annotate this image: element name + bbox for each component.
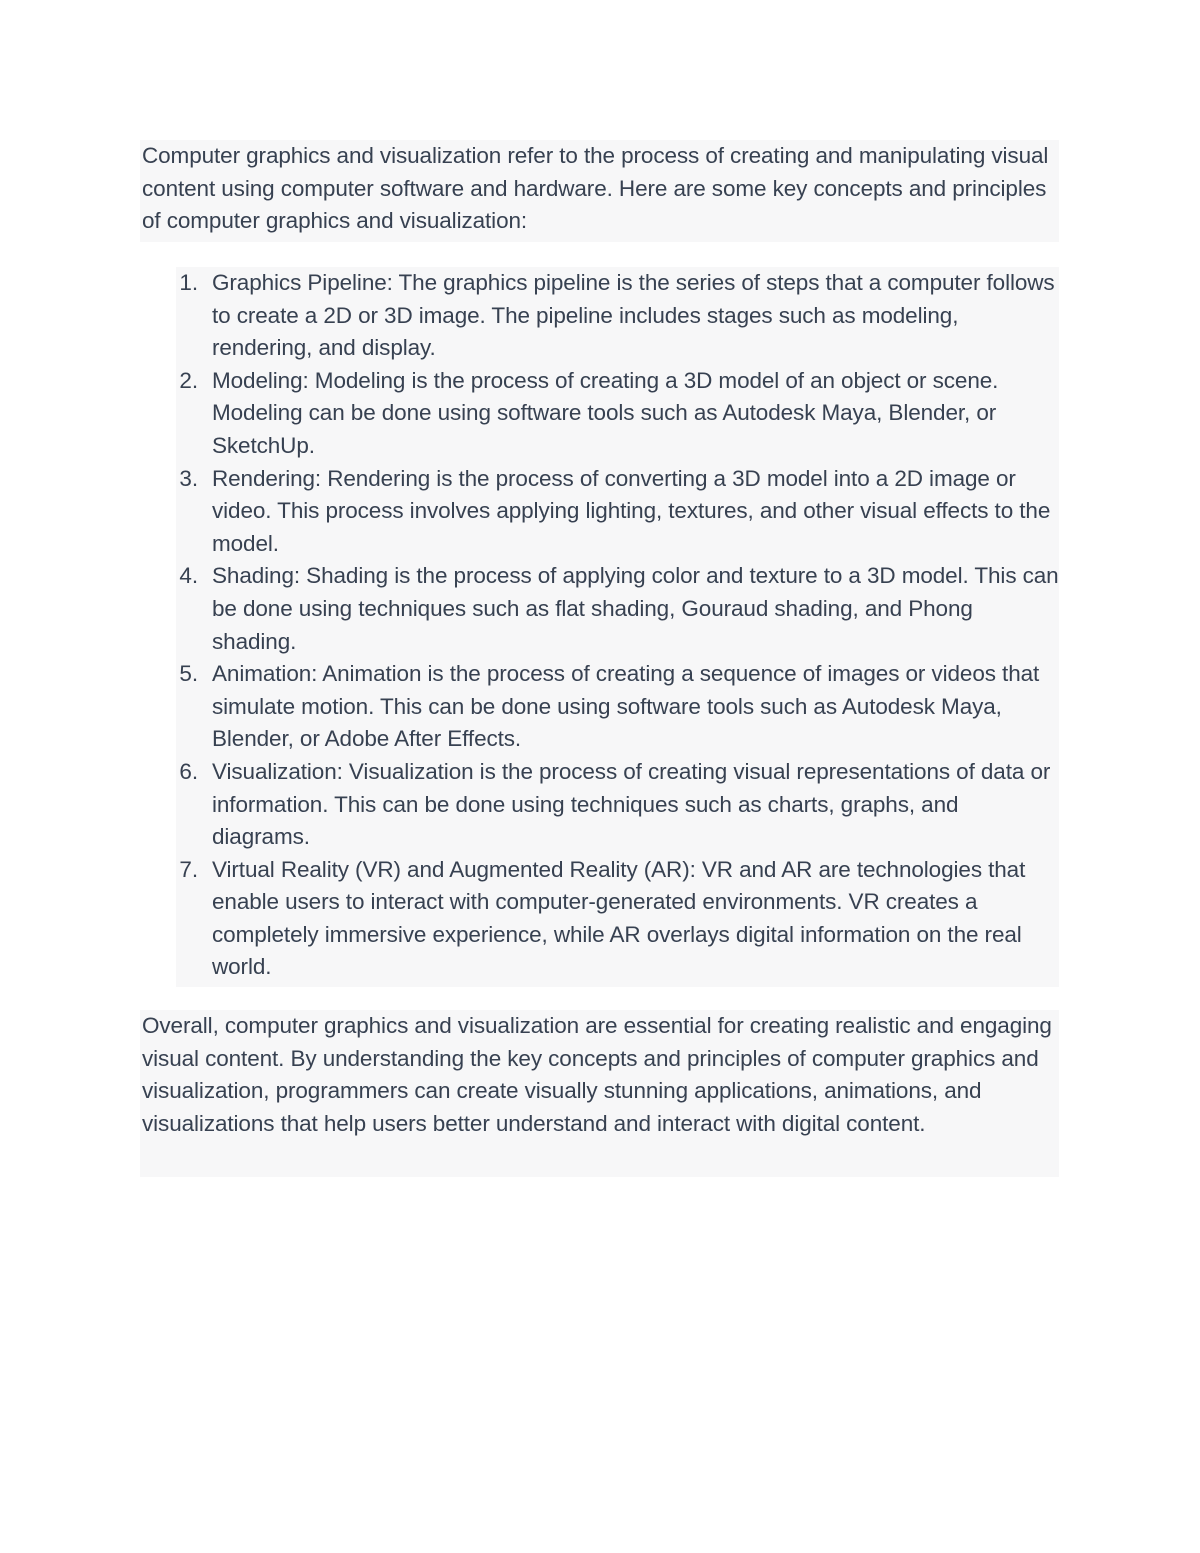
list-item-text: Graphics Pipeline: The graphics pipeline is the series of steps that a computer follows to create a 2D or 3D image. The pipeline includes stages such as modeling, rendering, and display. (212, 270, 1055, 361)
list-item-number: 7. (179, 856, 198, 882)
outro-paragraph: Overall, computer graphics and visualization are essential for creating realistic and engaging visual content. By understanding the key concepts and principles of computer graphics and visualization, programmers can create visually stunning applications, animations, and visualizations that help users better understand and interact with digital content. (142, 1013, 1052, 1136)
list-item-number: 3. (179, 465, 198, 491)
list-item-text: Animation: Animation is the process of creating a sequence of images or videos that simulate motion. This can be done using software tools such as Autodesk Maya, Blender, or Adobe After Effects. (212, 661, 1040, 752)
outro-block (140, 1010, 1059, 1177)
list-item-number: 4. (179, 563, 198, 589)
list-item (176, 756, 1059, 854)
list-item (176, 463, 1059, 561)
list-item-number: 2. (179, 367, 198, 393)
list-item-text: Virtual Reality (VR) and Augmented Reality (AR): VR and AR are technologies that enable users to interact with computer-generated environments. VR creates a completely immersive experience, while AR overlays digital information on the real world. (212, 856, 1026, 980)
list-item (176, 267, 1059, 365)
intro-paragraph: Computer graphics and visualization refer to the process of creating and manipulating visual content using computer software and hardware. Here are some key concepts and principles of computer graphics and visualization: (142, 143, 1049, 234)
list-item-number: 6. (179, 758, 198, 784)
list-item (176, 854, 1059, 984)
concepts-list-block (176, 267, 1059, 987)
list-item (176, 560, 1059, 658)
intro-block (140, 140, 1059, 242)
list-item (176, 658, 1059, 756)
list-item-text: Rendering: Rendering is the process of converting a 3D model into a 2D image or video. This process involves applying lighting, textures, and other visual effects to the model. (212, 465, 1051, 556)
list-item (176, 365, 1059, 463)
list-item-number: 5. (179, 661, 198, 687)
list-item-text: Shading: Shading is the process of applying color and texture to a 3D model. This can be done using techniques such as flat shading, Gouraud shading, and Phong shading. (212, 563, 1059, 654)
list-item-number: 1. (179, 270, 198, 295)
list-item-text: Modeling: Modeling is the process of creating a 3D model of an object or scene. Modeling can be done using software tools such as Autodesk Maya, Blender, or SketchUp. (212, 367, 999, 458)
list-item-text: Visualization: Visualization is the process of creating visual representations of data or information. This can be done using techniques such as charts, graphs, and diagrams. (212, 758, 1051, 850)
concepts-list (176, 267, 1059, 984)
